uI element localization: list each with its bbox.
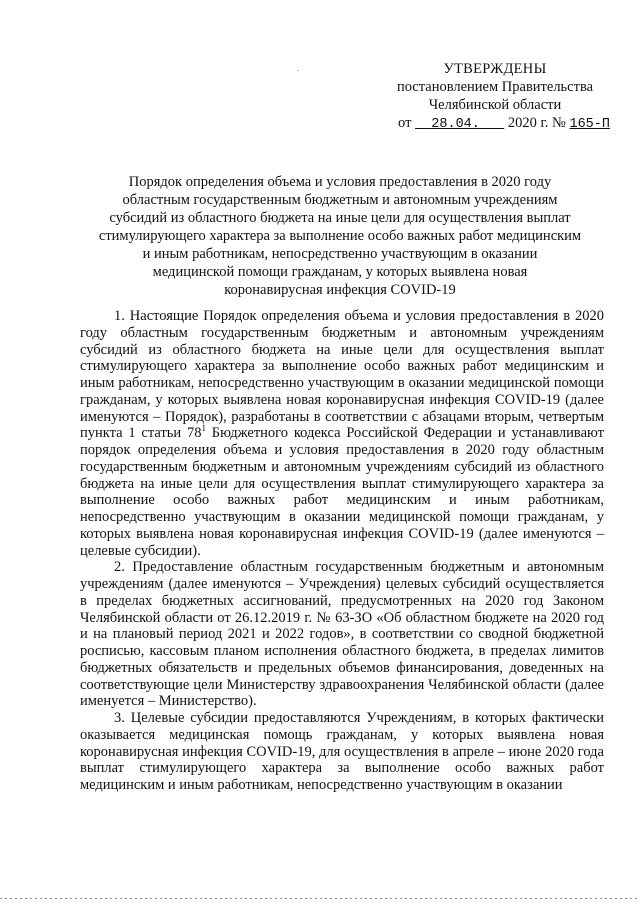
scan-speck [297,70,299,71]
document-number: 165-П [569,117,610,132]
approval-date-line [380,114,610,134]
title-line: областным государственным бюджетным и автономным учреждениям [122,192,558,208]
approval-heading: УТВЕРЖДЕНЫ [443,61,547,77]
paragraph-1: 1. Настоящие Порядок определения объема и условия предоставления в 2020 году областным государственным бюджетным и автономным учреждениям субсидий из областного бюджета на иные цели для осуществления выплат стимулирующего характера за выполнение особо важных работ медицинским и иным работникам, непосредственно участвующим в оказании медицинской помощи гражданам, у которых выявлена новая коронавирусная инфекция COVID-19 (далее именуются – Порядок), разработаны в соответствии с абзацами вторым, четвертым пункта 1 статьи $78^1$ Бюджетного кодекса Российской Федерации и устанавливают порядок определения объема и условия предоставления в 2020 году областным государственным бюджетным и автономным учреждениям субсидий из областного бюджета на иные цели для осуществления выплат стимулирующего характера за выполнение особо важных работ медицинским и иным работникам, непосредственно участвующим в оказании медицинской помощи гражданам, у которых выявлена новая коронавирусная инфекция COVID-19 (далее именуются – целевые субсидии). [80,308,604,559]
year-text: 2020 г. № [507,115,566,131]
document-title [80,173,600,299]
date-prefix: от [398,115,412,131]
document-body [80,308,604,794]
approval-line-2: Челябинской области [428,97,562,113]
paragraph-2: 2. Предоставление областным государственным бюджетным и автономным учреждениям (далее именуются – Учреждения) целевых субсидий осуществляется в пределах бюджетных ассигнований, предусмотренных на 2020 год Законом Челябинской области от 26.12.2019 г. № 63-ЗО «Об областном бюджете на 2020 год и на плановый период 2021 и 2022 годов», в соответствии со сводной бюджетной росписью, кассовым планом исполнения областного бюджета, в пределах лимитов бюджетных обязательств и предельных объемов финансирования, доведенных на соответствующие цели Министерству здравоохранения Челябинской области (далее именуется – Министерство). [80,559,604,710]
title-line: и иным работникам, непосредственно участвующим в оказании [142,246,538,262]
title-line: медицинской помощи гражданам, у которых выявлена новая [152,264,528,280]
date-value: 28.04. [431,117,480,132]
title-line: коронавирусная инфекция COVID-19 [224,282,456,298]
approval-stamp-block [380,60,610,134]
footnote-superscript: 1 [201,423,206,434]
title-line: субсидий из областного бюджета на иные цели для осуществления выплат [109,210,571,226]
title-line: стимулирующего характера за выполнение особо важных работ медицинским [98,228,582,244]
approval-line-1: постановлением Правительства [396,79,594,95]
paragraph-3: 3. Целевые субсидии предоставляются Учреждениям, в которых фактически оказывается медицинская помощь гражданам, у которых выявлена новая коронавирусная инфекция COVID-19, для осуществления в апреле – июне 2020 года выплат стимулирующего характера за выполнение особо важных работ медицинским и иным работникам, непосредственно участвующим в оказании [80,710,604,793]
title-line: Порядок определения объема и условия предоставления в 2020 году [128,174,552,190]
scan-edge-rule [0,898,640,899]
